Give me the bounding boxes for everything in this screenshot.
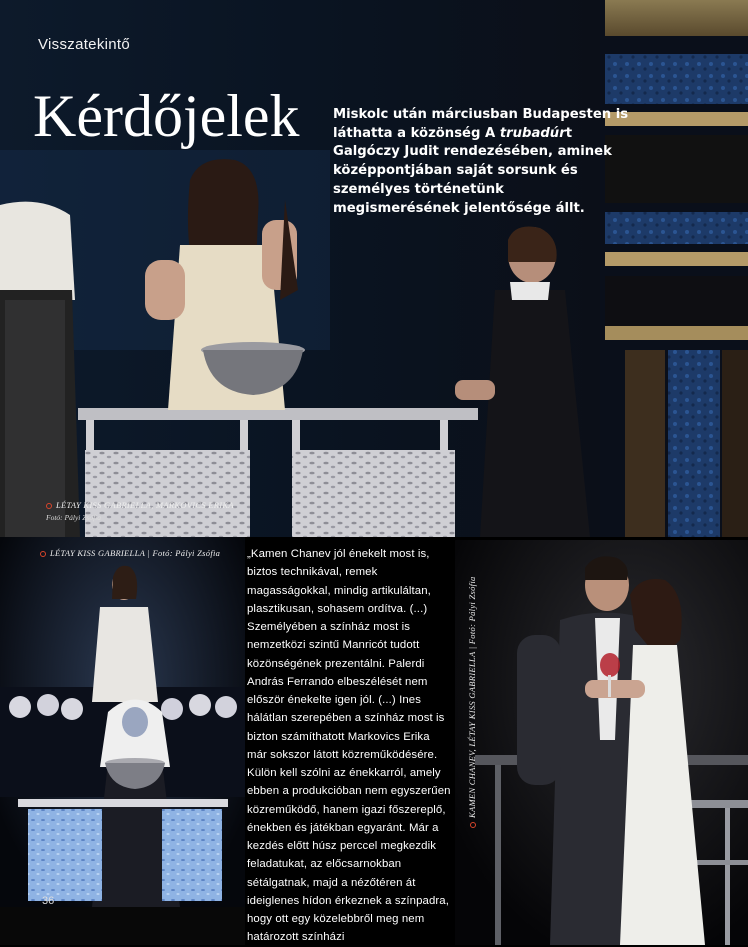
top-photo-caption: LÉTAY KISS GABRIELLA, MARKOVICS ERIKA xyxy=(46,500,234,510)
right-stage-photo xyxy=(455,540,748,945)
lead-paragraph: Miskolc után márciusban Budapesten is láthatta a közönség A trubadúrt Galgóczy Judit rendezésében, aminek középpontjában saját sorsunk és személyes történetünk megismerésének jelentősége állt. xyxy=(333,107,629,216)
headline: Kérdőjelek xyxy=(33,83,300,149)
top-photo-credit: Fotó: Pályi Zsófia xyxy=(46,513,101,522)
bottom-left-photo-caption: LÉTAY KISS GABRIELLA | Fotó: Pályi Zsófia xyxy=(40,548,220,558)
page-number: 36 xyxy=(42,895,55,907)
article-body xyxy=(247,545,452,947)
caption-bullet-icon xyxy=(46,503,52,509)
opera-title: trubadúr xyxy=(499,125,566,141)
article-paragraph-1: „Kamen Chanev jól énekelt most is, biztos technikával, remek magasságokkal, mindig artikuláltan, plasztikusan, sohasem ordítva. (...) Személyében a színház most is nemzetközi szintű Manricót tudott közönségének prezentálni. Palerdi András Ferrando elbeszélését nem először énekelte igen jól. (...) Ines hálátlan szerepében a színház most is bizton számíthatott Markovics Erika már sokszor látott közreműködésére. xyxy=(247,548,445,761)
caption-bullet-icon xyxy=(40,551,46,557)
caption-bullet-icon xyxy=(470,822,476,828)
section-label: Visszatekintő xyxy=(38,36,131,53)
right-photo-caption: KAMEN CHANEV, LÉTAY KISS GABRIELLA | Fotó: Pályi Zsófia xyxy=(467,576,477,828)
article-paragraph-2: Külön kell szólni az énekkarról, amely ebben a produkcióban nem egyszerűen közreműködő, hanem igazi főszereplő, énekben és játékban egyaránt. Már a kezdés előtt húsz perccel megkezdik feladatukat, az előcsarnokban sétálgatnak, majd a nézőtéren át ideiglenes hídon érkeznek a színpadra, hogy ott egy közelebbről meg nem határozott színházi xyxy=(247,767,451,944)
bottom-left-stage-photo xyxy=(0,537,245,945)
